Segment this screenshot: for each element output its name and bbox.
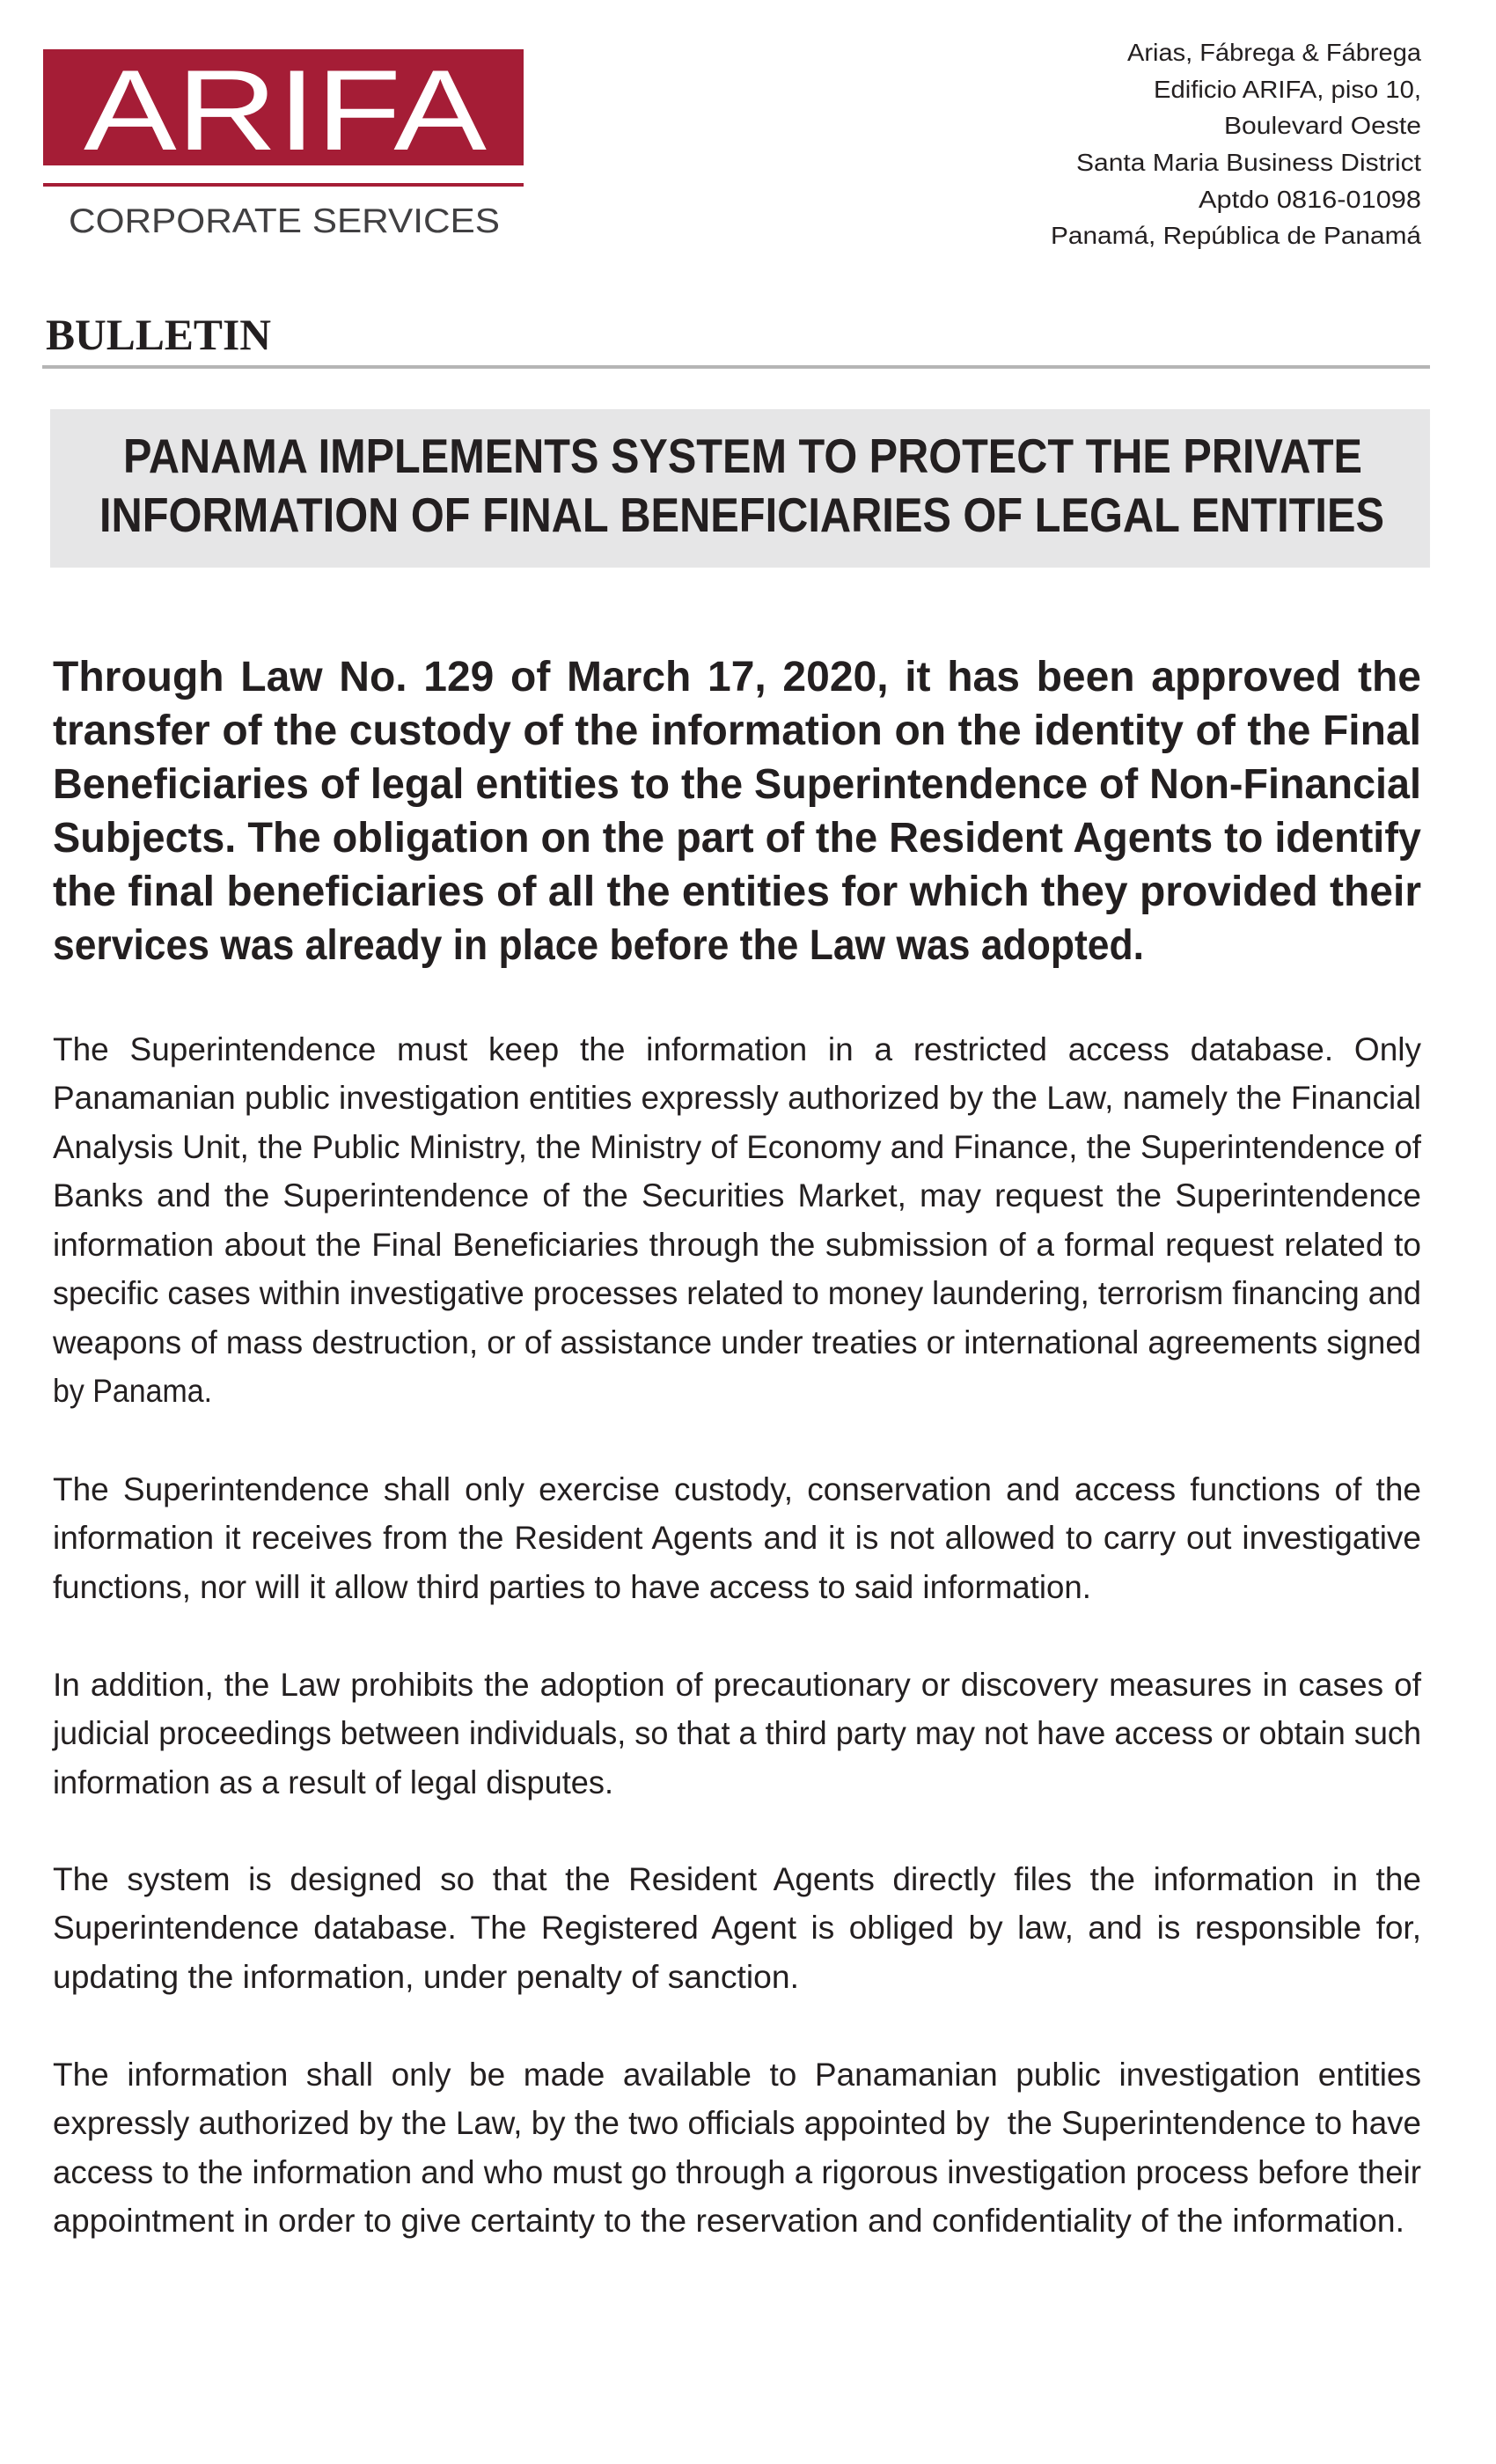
address-line-text: Arias, Fábrega & Fábrega (1127, 39, 1421, 66)
body-line-text: updating the information, under penalty of sanction. (53, 1959, 799, 1995)
headline-line (123, 429, 1496, 483)
address-line (1051, 222, 1421, 249)
body-line-text: by Panama. (53, 1373, 212, 1409)
body-line-text: In addition, the Law prohibits the adoption of precautionary or discovery measures in cases of (53, 1667, 1421, 1703)
body-line (53, 1326, 1439, 1359)
lead-line-text: services was already in place before the Law was adopted. (53, 922, 1144, 969)
lead-line (53, 761, 1459, 808)
lead-line (53, 710, 1421, 752)
body-line-text: The Superintendence must keep the information in a restricted access database. Only (53, 1031, 1421, 1067)
address-line (1199, 186, 1421, 213)
body-line-text: appointment in order to give certainty to the reservation and confidentiality of the information. (53, 2203, 1404, 2239)
body-line-text: access to the information and who must go through a rigorous investigation process before their (53, 2154, 1421, 2190)
logo-subtitle-text: CORPORATE SERVICES (69, 202, 500, 240)
body-line-text: The system is designed so that the Resident Agents directly files the information in the (53, 1861, 1421, 1897)
body-line (53, 1668, 1421, 1701)
body-line-text: functions, nor will it allow third parties to have access to said information. (53, 1569, 1091, 1605)
body-line-text: information it receives from the Resident Agents and it is not allowed to carry out investigative (53, 1520, 1421, 1556)
headline-line-text: INFORMATION OF FINAL BENEFICIARIES OF LEGAL ENTITIES (99, 488, 1384, 542)
body-line-text: information about the Final Beneficiaries through the submission of a formal request related to (53, 1227, 1421, 1263)
lead-line-text: Subjects. The obligation on the part of the Resident Agents to identify (53, 815, 1421, 862)
body-line-text: judicial proceedings between individuals, so that a third party may not have access or obtain such (53, 1715, 1421, 1751)
body-line (53, 1228, 1421, 1261)
body-line (53, 1863, 1421, 1896)
body-line (53, 1571, 1101, 1603)
lead-line-text: Through Law No. 129 of March 17, 2020, it has been approved the (53, 654, 1421, 700)
body-line (53, 2107, 1430, 2139)
body-line (53, 1375, 226, 1407)
body-line (53, 1717, 1457, 1749)
body-line (53, 1179, 1421, 1212)
body-line-text: Superintendence database. The Registered Agent is obliged by law, and is responsible for, (53, 1910, 1421, 1946)
body-line (53, 1033, 1421, 1066)
section-divider (42, 365, 1430, 369)
headline-line (99, 488, 1496, 542)
body-line (53, 2058, 1421, 2091)
lead-line (53, 922, 1231, 969)
lead-line-text: the final beneficiaries of all the entities for which they provided their (53, 869, 1421, 915)
section-label-text: BULLETIN (46, 310, 271, 359)
body-line-text: weapons of mass destruction, or of assistance under treaties or international agreements signed (53, 1324, 1421, 1360)
body-line (53, 1959, 799, 1995)
section-label (46, 310, 273, 359)
address-line-text: Edificio ARIFA, piso 10, (1154, 76, 1421, 103)
address-line-text: Santa Maria Business District (1076, 149, 1421, 176)
address-line (1154, 76, 1421, 103)
body-line (53, 1131, 1429, 1163)
body-line-text: The Superintendence shall only exercise custody, conservation and access functions of the (53, 1471, 1421, 1507)
lead-line (53, 656, 1421, 699)
body-line (53, 2203, 1404, 2239)
body-line (53, 1911, 1421, 1944)
address-line (1224, 112, 1421, 139)
body-line-text: The information shall only be made available to Panamanian public investigation entities (53, 2057, 1421, 2093)
body-line (53, 1473, 1421, 1506)
address-line-text: Aptdo 0816-01098 (1199, 186, 1421, 213)
logo-subtitle (69, 202, 500, 240)
body-line (53, 2156, 1432, 2189)
body-line (53, 1766, 627, 1799)
body-line-text: Panamanian public investigation entities expressly authorized by the Law, namely the Financial (53, 1080, 1421, 1116)
lead-line (53, 871, 1421, 913)
logo-wordmark-text: ARIFA (84, 46, 487, 174)
address-line (1076, 149, 1421, 176)
body-line-text: expressly authorized by the Law, by the two officials appointed by the Superintendence to have (53, 2105, 1421, 2141)
address-line-text: Boulevard Oeste (1224, 112, 1421, 139)
address-line (1127, 39, 1421, 66)
lead-line-text: transfer of the custody of the information on the identity of the Final (53, 708, 1421, 754)
body-line-text: Banks and the Superintendence of the Securities Market, may request the Superintendence (53, 1177, 1421, 1214)
body-line (53, 1522, 1421, 1554)
body-line-text: information as a result of legal disputes. (53, 1764, 613, 1800)
body-line (53, 1277, 1456, 1309)
logo-wordmark (84, 46, 487, 174)
address-line-text: Panamá, República de Panamá (1051, 222, 1421, 249)
headline-line-text: PANAMA IMPLEMENTS SYSTEM TO PROTECT THE PRIVATE (123, 429, 1362, 483)
lead-line (53, 815, 1455, 862)
body-line-text: specific cases within investigative processes related to money laundering, terrorism financing and (53, 1275, 1421, 1311)
logo-underline (43, 183, 524, 187)
body-line-text: Analysis Unit, the Public Ministry, the Ministry of Economy and Finance, the Superintendence of (53, 1129, 1421, 1165)
body-line (53, 1082, 1421, 1114)
lead-line-text: Beneficiaries of legal entities to the Superintendence of Non-Financial (53, 761, 1421, 808)
